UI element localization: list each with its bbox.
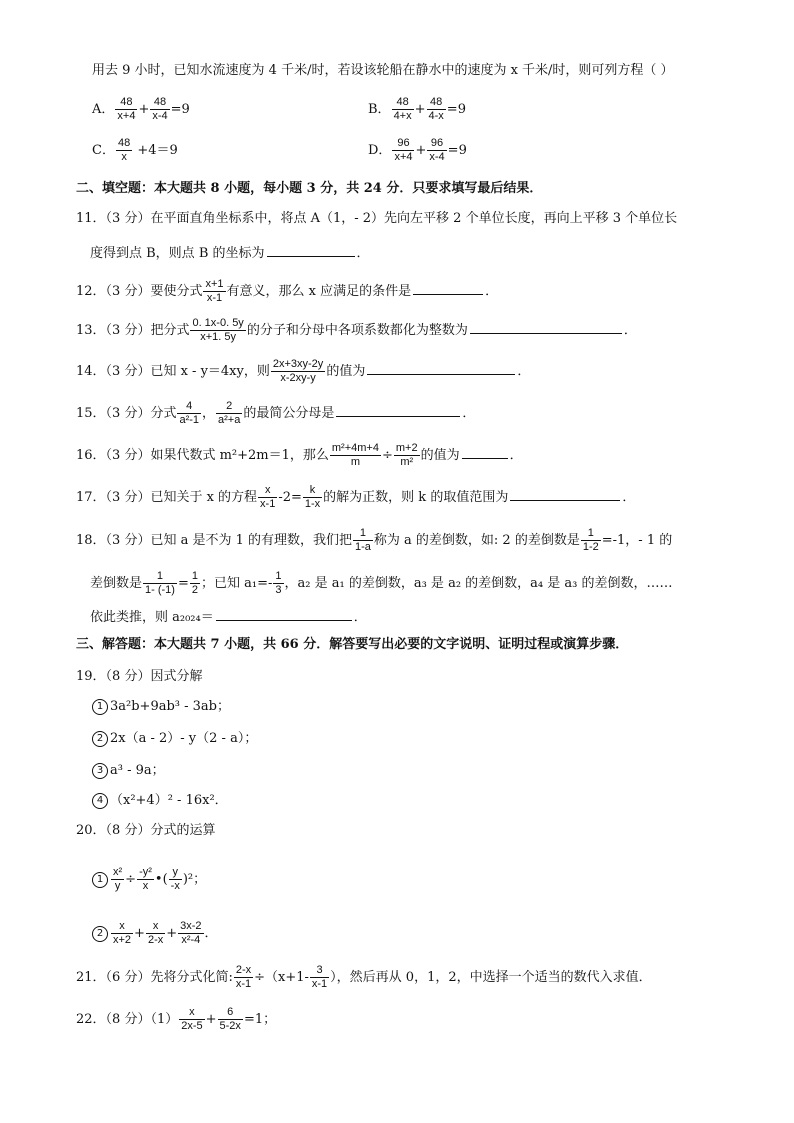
fraction: $\frac{\text{x²}}{y}$ (113, 866, 123, 892)
q20-item2: 2 $\frac{x}{x+2}$ + $\frac{x}{2-x}$ + $\frac{3x-2}{\text{x²-4}}$ ． (92, 920, 218, 947)
fraction: $\frac{2-x}{x-1}$ (235, 964, 252, 990)
answer-blank[interactable] (367, 360, 515, 375)
fraction: $\frac{1}{1- (-1)}$ (145, 570, 175, 596)
q13: 13．（3 分）把分式 $\frac{0. 1x-0. 5y}{x+1. 5y}$ 的分子和分母中各项系数都化为整数为 ． (76, 317, 637, 343)
q10-stem: 用去 9 小时，已知水流速度为 4 千米/时，若设该轮船在静水中的速度为 x 千米/时，则可列方程（ ） (92, 63, 674, 78)
fraction: $\frac{1}{3}$ (275, 570, 282, 596)
option-label: C． (92, 143, 115, 158)
fraction: $\frac{\text{-y²}}{x}$ (139, 866, 152, 892)
fraction: $\frac{6}{5-2x}$ (219, 1006, 241, 1032)
q19-item3: 3 a³ - 9a； (92, 762, 165, 780)
q15: 15．（3 分）分式 $\frac{4}{\text{a²-1}}$ ， $\frac{2}{\text{a²+a}}$ 的最简公分母是 ． (76, 400, 476, 426)
fraction: $\frac{x}{x-1}$ (260, 484, 276, 510)
answer-blank[interactable] (510, 486, 620, 501)
answer-blank[interactable] (413, 280, 483, 295)
fraction: $\frac{k}{1-x}$ (304, 484, 321, 510)
q17: 17．（3 分）已知关于 x 的方程 $\frac{x}{x-1}$ -2= $\frac{k}{1-x}$ 的解为正数，则 k 的取值范围为 ． (76, 484, 636, 510)
answer-blank[interactable] (336, 402, 460, 417)
q10-option-d[interactable]: D． $\frac{96}{x+4}$ + $\frac{96}{x-4}$ =9 (368, 137, 467, 163)
fraction: $\frac{1}{1-2}$ (582, 527, 599, 553)
fraction: $\frac{48}{x-4}$ (152, 96, 168, 122)
fraction: $\frac{48}{4+x}$ (393, 96, 412, 122)
fraction: $\frac{1}{1-a}$ (355, 527, 371, 553)
q18-line1: 18．（3 分）已知 a 是不为 1 的有理数，我们把 $\frac{1}{1-a}$ 称为 a 的差倒数，如: 2 的差倒数是 $\frac{1}{1-2}$ =-1，- 1 的 (76, 527, 673, 553)
answer-blank[interactable] (470, 319, 622, 334)
circled-number-icon: 2 (92, 731, 108, 747)
fraction: $\frac{y}{-x}$ (170, 866, 180, 892)
q18-line2: 差倒数是 $\frac{1}{1- (-1)}$ = $\frac{1}{2}$ ；已知 a₁=- $\frac{1}{3}$ ，a₂ 是 a₁ 的差倒数，a₃ 是 a₂ 的差倒数，a₄ 是 a₃ 的差倒数，…… (90, 570, 673, 596)
q19-item1: 1 3a²b+9ab³ - 3ab； (92, 698, 230, 716)
q21: 21．（6 分）先将分式化简: $\frac{2-x}{x-1}$ ÷（x+1- $\frac{3}{x-1}$ ），然后再从 0，1，2，中选择一个适当的数代入求值． (76, 964, 652, 990)
fraction: $\frac{96}{x-4}$ (429, 137, 445, 163)
answer-blank[interactable] (462, 444, 508, 459)
q10-option-c[interactable]: C． $\frac{48}{x}$ +4＝9 (92, 137, 178, 163)
section-3-heading: 三、解答题：本大题共 7 小题，共 66 分．解答要写出必要的文字说明、证明过程或演算步骤． (76, 637, 629, 652)
q20-title: 20．（8 分）分式的运算 (76, 823, 216, 838)
section-2-heading: 二、填空题：本大题共 8 小题，每小题 3 分，共 24 分．只要求填写最后结果． (76, 181, 543, 196)
option-label: B． (368, 102, 391, 117)
fraction: $\frac{48}{x}$ (117, 137, 131, 163)
q10-option-a[interactable]: A． $\frac{48}{x+4}$ + $\frac{48}{x-4}$ =9 (92, 96, 190, 122)
q10-option-b[interactable]: B． $\frac{48}{4+x}$ + $\frac{48}{4-x}$ =9 (368, 96, 466, 122)
q12: 12．（3 分）要使分式 $\frac{x+1}{x-1}$ 有意义，那么 x 应满足的条件是 ． (76, 278, 499, 304)
fraction: $\frac{\text{m²+4m+4}}{m}$ (331, 442, 379, 468)
fraction: $\frac{x+1}{x-1}$ (205, 278, 224, 304)
fraction: $\frac{3}{x-1}$ (311, 964, 328, 990)
answer-blank[interactable] (216, 606, 352, 621)
fraction: $\frac{48}{4-x}$ (428, 96, 444, 122)
circled-number-icon: 3 (92, 763, 108, 779)
circled-number-icon: 4 (92, 793, 108, 809)
answer-blank[interactable] (267, 242, 355, 257)
circled-number-icon: 1 (92, 872, 108, 888)
fraction: $\frac{0. 1x-0. 5y}{x+1. 5y}$ (192, 317, 244, 343)
q19-item4: 4 （x²+4）² - 16x²． (92, 792, 228, 810)
fraction: $\frac{x}{x+2}$ (113, 920, 132, 946)
q16: 16．（3 分）如果代数式 m²+2m＝1，那么 $\frac{\text{m²+4m+4}}{m}$ ÷ $\frac{m+2}{\text{m²}}$ 的值为 ． (76, 442, 523, 468)
fraction: $\frac{2x+3xy-2y}{x-2xy-y}$ (272, 358, 324, 384)
fraction: $\frac{4}{\text{a²-1}}$ (179, 400, 200, 426)
fraction: $\frac{96}{x+4}$ (394, 137, 413, 163)
option-label: D． (368, 143, 392, 158)
fraction: $\frac{3x-2}{\text{x²-4}}$ (180, 920, 202, 946)
q19-item2: 2 2x（a - 2）- y（2 - a）； (92, 730, 257, 748)
circled-number-icon: 1 (92, 699, 108, 715)
q11-line2: 度得到点 B，则点 B 的坐标为 ． (90, 242, 370, 263)
fraction: $\frac{x}{2x-5}$ (181, 1006, 203, 1032)
q22: 22．（8 分）（1） $\frac{x}{2x-5}$ + $\frac{6}{5-2x}$ =1； (76, 1006, 277, 1032)
option-label: A． (92, 102, 115, 117)
circled-number-icon: 2 (92, 926, 108, 942)
fraction: $\frac{2}{\text{a²+a}}$ (218, 400, 241, 426)
fraction: $\frac{m+2}{\text{m²}}$ (395, 442, 418, 468)
q18-line3: 依此类推，则 a₂₀₂₄＝ ． (90, 606, 367, 627)
fraction: $\frac{48}{x+4}$ (117, 96, 136, 122)
fraction: $\frac{1}{2}$ (191, 570, 198, 596)
q14: 14．（3 分）已知 x - y＝4xy，则 $\frac{2x+3xy-2y}{x-2xy-y}$ 的值为 ． (76, 358, 531, 384)
q11-line1: 11．（3 分）在平面直角坐标系中，将点 A（1，- 2）先向左平移 2 个单位长度，再向上平移 3 个单位长 (76, 211, 678, 226)
q19-title: 19．（8 分）因式分解 (76, 669, 203, 684)
q20-item1: 1 $\frac{\text{x²}}{y}$ ÷ $\frac{\text{-y²}}{x}$ •( $\frac{y}{-x}$ )²； (92, 866, 206, 893)
fraction: $\frac{x}{2-x}$ (147, 920, 164, 946)
